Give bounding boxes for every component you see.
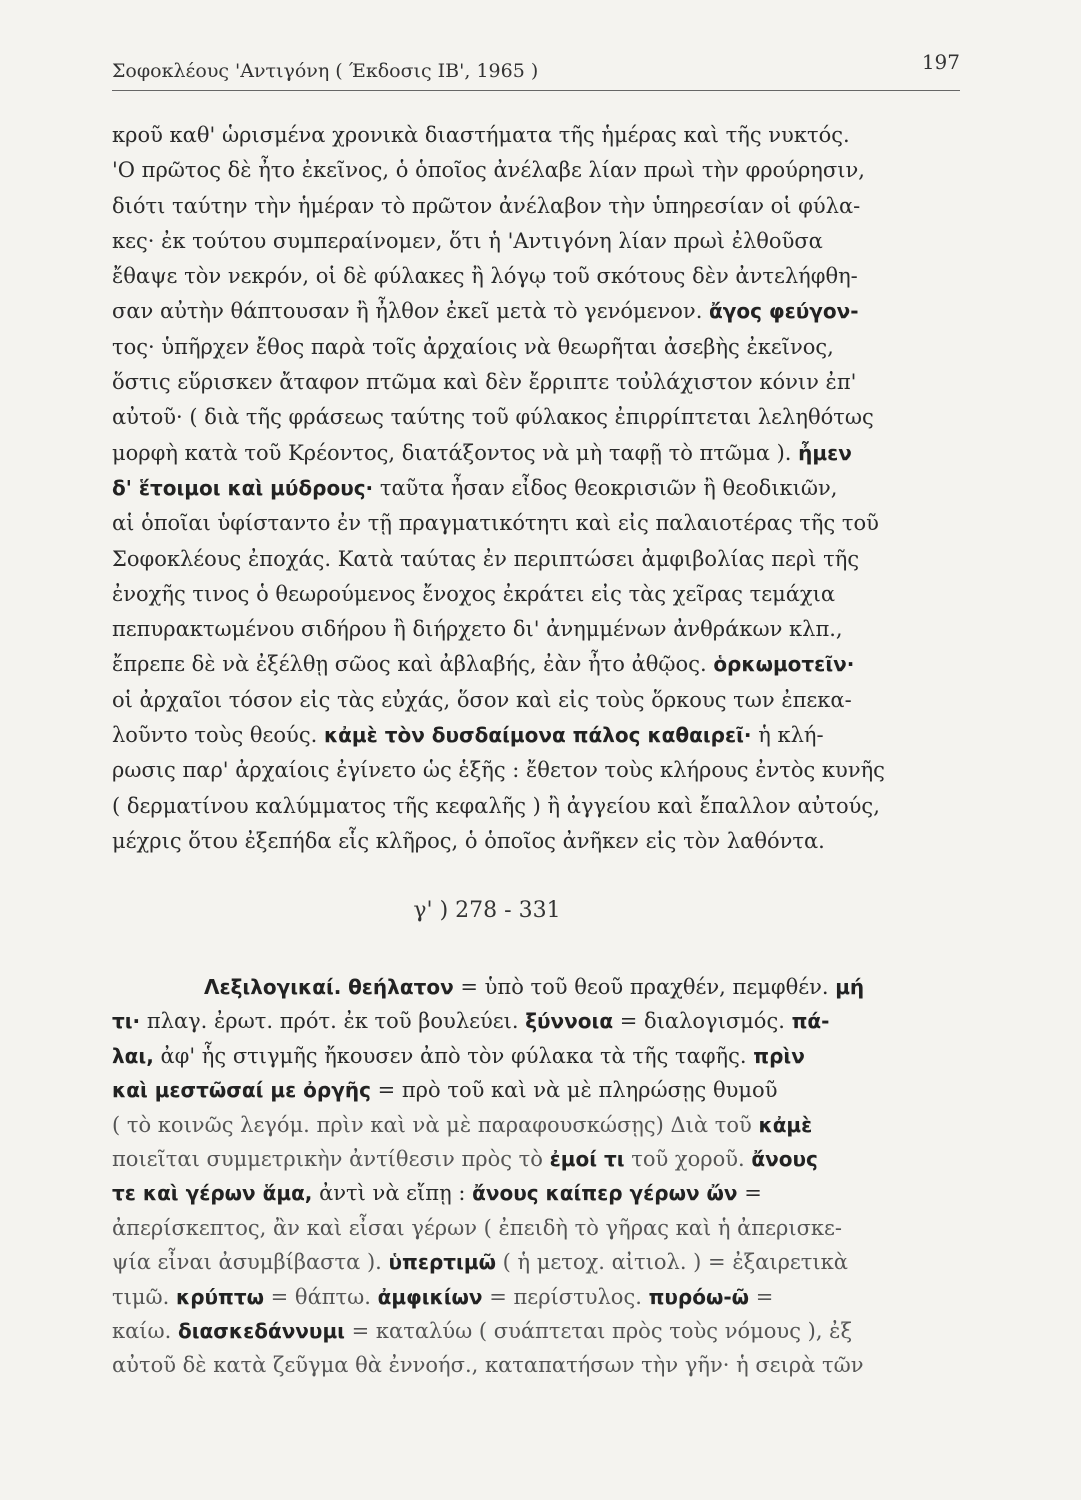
- lemma-kame: κἀμὲ τὸν δυσδαίμονα πάλος καθαιρεῖ·: [323, 723, 752, 748]
- text-line: ψία εἶναι ἀσυμβίβαστα ). ὑπερτιμῶ ( ἡ μετοχ. αἰτιολ. ) = ἐξαιρετικὰ: [112, 1250, 848, 1275]
- text-line: τιμῶ. κρύπτω = θάπτω. ἀμφικίων = περίστυλος. πυρόω-ῶ =: [112, 1284, 774, 1309]
- text-line: καίω. διασκεδάννυμι = καταλύω ( συάπτεται πρὸς τοὺς νόμους ), ἐξ: [112, 1318, 853, 1343]
- text-line: 'Ο πρῶτος δὲ ἦτο ἐκεῖνος, ὁ ὁποῖος ἀνέλαβε λίαν πρωὶ τὴν φρούρησιν,: [112, 158, 865, 183]
- text-line: κροῦ καθ' ὡρισμένα χρονικὰ διαστήματα τῆς ἡμέρας καὶ τῆς νυκτός.: [112, 123, 850, 147]
- text-line: οἱ ἀρχαῖοι τόσον εἰς τὰς εὐχάς, ὅσον καὶ εἰς τοὺς ὅρκους των ἐπεκα-: [112, 687, 852, 712]
- text-line: ρωσις παρ' ἀρχαίοις ἐγίνετο ὡς ἑξῆς : ἔθετον τοὺς κλήρους ἐντὸς κυνῆς: [112, 758, 885, 783]
- text-line: δ' ἕτοιμοι καὶ μύδρους· ταῦτα ἦσαν εἶδος θεοκρισιῶν ἢ θεοδικιῶν,: [112, 475, 838, 500]
- text-line: ἔθαψε τὸν νεκρόν, οἱ δὲ φύλακες ἢ λόγῳ τοῦ σκότους δὲν ἀντελήφθη-: [112, 264, 858, 289]
- running-title: Σοφοκλέους 'Αντιγόνη ( Έκδοσις ΙΒ', 1965 ): [112, 60, 539, 82]
- text-line: ἀπερίσκεπτος, ἂν καὶ εἶσαι γέρων ( ἐπειδὴ τὸ γῆρας καὶ ἡ ἀπερισκε-: [112, 1215, 843, 1240]
- section-heading: γ' ) 278 - 331: [413, 898, 561, 923]
- text-line: ( τὸ κοινῶς λεγόμ. πρὶν καὶ νὰ μὲ παραφουσκώσῃς) Διὰ τοῦ κἀμὲ: [112, 1112, 813, 1137]
- text-line: αὐτοῦ δὲ κατὰ ζεῦγμα θὰ ἐννοήσ., καταπατήσων τὴν γῆν· ἡ σειρὰ τῶν: [112, 1353, 864, 1378]
- text-line: ὅστις εὕρισκεν ἄταφον πτῶμα καὶ δὲν ἔρριπτε τοὐλάχιστον κόνιν ἐπ': [112, 370, 857, 395]
- running-header: [112, 50, 960, 91]
- lemma-emen: ἦμεν: [798, 440, 852, 465]
- text-line: λαι, ἀφ' ἧς στιγμῆς ἤκουσεν ἀπὸ τὸν φύλακα τὰ τῆς ταφῆς. πρὶν: [112, 1043, 805, 1068]
- text-line: αὐτοῦ· ( διὰ τῆς φράσεως ταύτης τοῦ φύλακος ἐπιρρίπτεται λεληθότως: [112, 405, 874, 430]
- lemma-agos: ἄγος φεύγον-: [709, 299, 859, 324]
- text-line: Λεξιλογικαί. θεήλατον = ὑπὸ τοῦ θεοῦ πραχθέν, πεμφθέν. μή: [204, 975, 865, 999]
- text-line: διότι ταύτην τὴν ἡμέραν τὸ πρῶτον ἀνέλαβον τὴν ὑπηρεσίαν οἱ φύλα-: [112, 193, 861, 218]
- text-line: αἱ ὁποῖαι ὑφίσταντο ἐν τῇ πραγματικότητι καὶ εἰς παλαιοτέρας τῆς τοῦ: [112, 511, 879, 536]
- text-line: τος· ὑπῆρχεν ἔθος παρὰ τοῖς ἀρχαίοις νὰ θεωρῆται ἀσεβὴς ἐκεῖνος,: [112, 334, 834, 359]
- text-line: τε καὶ γέρων ἅμα, ἀντὶ νὰ εἴπῃ : ἄνους καίπερ γέρων ὤν =: [112, 1181, 762, 1206]
- text-line: σαν αὐτὴν θάπτουσαν ἢ ἦλθον ἐκεῖ μετὰ τὸ γενόμενον. ἄγος φεύγον-: [112, 299, 859, 324]
- text-line: ποιεῖται συμμετρικὴν ἀντίθεσιν πρὸς τὸ ἐμοί τι τοῦ χοροῦ. ἄνους: [112, 1146, 818, 1171]
- text-line: Σοφοκλέους ἐποχάς. Κατὰ ταύτας ἐν περιπτώσει ἀμφιβολίας περὶ τῆς: [112, 546, 860, 571]
- text-line: κες· ἐκ τούτου συμπεραίνομεν, ὅτι ἡ 'Αντιγόνη λίαν πρωὶ ἐλθοῦσα: [112, 228, 823, 253]
- text-line: πεπυρακτωμένου σιδήρου ἢ διήρχετο δι' ἀνημμένων ἀνθράκων κλπ.,: [112, 617, 843, 642]
- text-line: ἐνοχῆς τινος ὁ θεωρούμενος ἔνοχος ἐκράτει εἰς τὰς χεῖρας τεμάχια: [112, 581, 836, 606]
- text-line: τι· πλαγ. ἐρωτ. πρότ. ἐκ τοῦ βουλεύει. ξύννοια = διαλογισμός. πά-: [112, 1009, 830, 1034]
- lemma-etoimoi: δ' ἕτοιμοι καὶ μύδρους·: [112, 475, 374, 500]
- commentary-upper: [112, 118, 980, 859]
- text-line: ( δερματίνου καλύμματος τῆς κεφαλῆς ) ἢ ἀγγείου καὶ ἔπαλλον αὐτούς,: [112, 793, 880, 818]
- text-line: καὶ μεστῶσαί με ὀργῆς = πρὸ τοῦ καὶ νὰ μὲ πληρώσῃς θυμοῦ: [112, 1078, 778, 1103]
- page-number: 197: [921, 50, 960, 74]
- text-line: μορφὴ κατὰ τοῦ Κρέοντος, διατάξοντος νὰ μὴ ταφῇ τὸ πτῶμα ). ἦμεν: [112, 440, 852, 465]
- lemma-orkomotein: ὁρκωμοτεῖν·: [713, 652, 855, 677]
- text-line: μέχρις ὅτου ἐξεπήδα εἷς κλῆρος, ὁ ὁποῖος ἀνῆκεν εἰς τὸν λαθόντα.: [112, 828, 825, 853]
- text-line: ἔπρεπε δὲ νὰ ἐξέλθῃ σῶος καὶ ἀβλαβής, ἐὰν ἦτο ἀθῷος. ὁρκωμοτεῖν·: [112, 652, 855, 677]
- text-line: λοῦντο τοὺς θεούς. κἀμὲ τὸν δυσδαίμονα πάλος καθαιρεῖ· ἡ κλή-: [112, 723, 824, 748]
- lexical-notes: [112, 970, 992, 1383]
